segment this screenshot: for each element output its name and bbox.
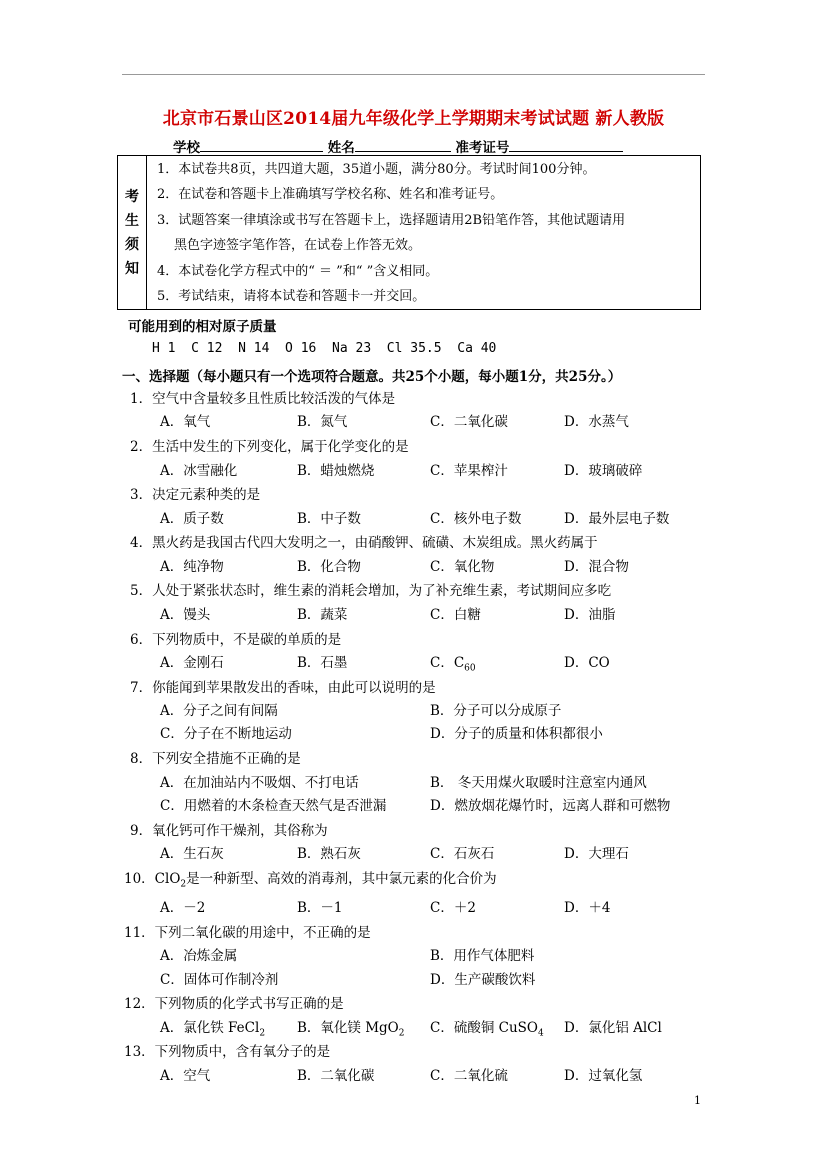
question-stem: 7．你能闻到苹果散发出的香味，由此可以说明的是 [130, 679, 436, 696]
answer-option: A．生石灰 [160, 846, 224, 862]
answer-option: B．中子数 [297, 510, 361, 527]
option-row [0, 699, 827, 719]
answer-option: C．硫酸铜 CuSO$_4$ [430, 1019, 544, 1039]
notice-body [147, 156, 701, 310]
notice-line: 黑色字迹签字笔作答，在试卷上作答无效。 [174, 238, 422, 254]
option-row [0, 459, 827, 479]
answer-option: D．过氧化氢 [564, 1067, 643, 1084]
answer-option: A．氧气 [160, 414, 211, 431]
answer-option: B．－1 [297, 900, 343, 917]
answer-option: D．氯化铝 AlCl [564, 1019, 662, 1036]
exam-notice-table [117, 155, 701, 310]
atomic-mass-heading: 可能用到的相对原子质量 [128, 319, 277, 335]
answer-option: D．燃放烟花爆竹时，远离人群和可燃物 [430, 797, 671, 814]
answer-option: D．生产碳酸饮料 [430, 971, 536, 988]
question-stem: 2．生活中发生的下列变化，属于化学变化的是 [130, 439, 409, 456]
section-heading: 一、选择题（每小题只有一个选项符合题意。共25个小题，每小题1分，共25分。） [122, 369, 622, 385]
option-row [0, 842, 827, 862]
option-row [0, 794, 827, 814]
notice-line: 2．在试卷和答题卡上准确填写学校名称、姓名和准考证号。 [157, 187, 504, 203]
answer-option: C．白糖 [430, 606, 481, 623]
answer-option: B．蜡烛燃烧 [297, 462, 375, 479]
name-blank [355, 137, 451, 152]
school-label: 学校 [173, 140, 200, 156]
option-row [0, 603, 827, 623]
answer-option: B．分子可以分成原子 [430, 703, 562, 719]
option-row [0, 1016, 827, 1039]
notice-line: 3．试题答案一律填涂或书写在答题卡上，选择题请用2B铅笔作答，其他试题请用 [157, 212, 626, 228]
option-row [0, 896, 827, 916]
answer-option: A．分子之间有间隔 [160, 703, 278, 719]
answer-option: B．二氧化碳 [297, 1067, 375, 1084]
answer-option: D．分子的质量和体积都很小 [430, 726, 603, 743]
answer-option: B．石墨 [297, 654, 348, 671]
answer-option: A．金刚石 [160, 654, 224, 671]
option-row [0, 722, 827, 742]
option-row [0, 555, 827, 575]
option-row [0, 771, 827, 791]
exam-id-label: 准考证号 [455, 140, 510, 156]
answer-option: B．氮气 [297, 414, 348, 431]
question-stem: 6．下列物质中，不是碳的单质的是 [130, 631, 342, 648]
answer-option: B．蔬菜 [297, 606, 348, 623]
answer-option: C．二氧化硫 [430, 1067, 508, 1084]
answer-option: C．＋2 [430, 900, 476, 917]
question-stem: 11．下列二氧化碳的用途中，不正确的是 [124, 924, 371, 941]
answer-option: C．氧化物 [430, 558, 495, 575]
answer-option: C．固体可作制冷剂 [160, 971, 279, 988]
notice-line: 5．考试结束，请将本试卷和答题卡一并交回。 [157, 289, 426, 305]
option-row [0, 507, 827, 527]
answer-option: D．混合物 [564, 558, 629, 575]
answer-option: A．氯化铁 FeCl$_2$ [160, 1019, 266, 1039]
notice-line: 1．本试卷共8页，共四道大题，35道小题，满分80分。考试时间100分钟。 [157, 162, 596, 177]
answer-option: A．质子数 [160, 510, 224, 527]
question-stem: 12．下列物质的化学式书写正确的是 [124, 996, 344, 1013]
name-label: 姓名 [327, 140, 355, 156]
question-stem: 1．空气中含量较多且性质比较活泼的气体是 [130, 391, 396, 407]
option-row [0, 410, 827, 430]
answer-option: C．核外电子数 [430, 510, 522, 527]
question-stem: 4．黑火药是我国古代四大发明之一，由硝酸钾、硫磺、木炭组成。黑火药属于 [130, 535, 598, 552]
answer-option: A．纯净物 [160, 558, 224, 575]
answer-option: D．＋4 [564, 900, 611, 917]
atomic-mass-values: H 1 C 12 N 14 O 16 Na 23 Cl 35.5 Ca 40 [152, 341, 497, 356]
answer-option: C．石灰石 [430, 846, 495, 862]
answer-option: D．最外层电子数 [564, 510, 670, 527]
header-rule [122, 74, 705, 75]
question-stem: 8．下列安全措施不正确的是 [130, 751, 301, 768]
question-stem: 9．氧化钙可作干燥剂，其俗称为 [130, 822, 328, 839]
answer-option: D．CO [564, 654, 610, 671]
answer-option: C．苹果榨汁 [430, 462, 508, 479]
answer-option: C．$C_{60}$ [430, 654, 476, 674]
answer-option: B．化合物 [297, 558, 361, 575]
answer-option: C．二氧化碳 [430, 414, 508, 431]
notice-line: 4．本试卷化学方程式中的“ ＝ ”和“ ”含义相同。 [157, 263, 439, 279]
student-info-line [173, 136, 623, 156]
answer-option: A．在加油站内不吸烟、不打电话 [160, 774, 359, 791]
exam-id-blank [509, 137, 623, 152]
answer-option: B．氧化镁 MgO$_2$ [297, 1019, 405, 1039]
option-row [0, 651, 827, 674]
answer-option: D．玻璃破碎 [564, 462, 643, 479]
answer-option: C．分子在不断地运动 [160, 726, 292, 743]
notice-heading: 考 生 须 知 [118, 156, 147, 310]
option-row [0, 1064, 827, 1084]
answer-option: A．馒头 [160, 606, 211, 623]
page-number: 1 [694, 1094, 701, 1107]
answer-option: A．冶炼金属 [160, 948, 238, 965]
question-stem: 10．ClO$_2$是一种新型、高效的消毒剂，其中氯元素的化合价为 [124, 870, 497, 890]
question-stem: 5．人处于紧张状态时，维生素的消耗会增加，为了补充维生素，考试期间应多吃 [130, 583, 612, 600]
option-row [0, 968, 827, 988]
question-stem: 3．决定元素种类的是 [130, 487, 261, 504]
answer-option: B． 冬天用煤火取暖时注意室内通风 [430, 774, 647, 791]
answer-option: A．－2 [160, 900, 206, 917]
answer-option: C．用燃着的木条检查天然气是否泄漏 [160, 797, 387, 814]
answer-option: B．用作气体肥料 [430, 948, 535, 965]
answer-option: A．空气 [160, 1067, 211, 1084]
question-stem: 13．下列物质中，含有氧分子的是 [124, 1044, 331, 1061]
answer-option: B．熟石灰 [297, 846, 361, 862]
school-blank [200, 137, 323, 152]
answer-option: D．油脂 [564, 606, 616, 623]
answer-option: D．水蒸气 [564, 414, 629, 431]
option-row [0, 944, 827, 964]
answer-option: D．大理石 [564, 846, 629, 862]
page-title: 北京市石景山区2014届九年级化学上学期期末考试试题 新人教版 [162, 109, 665, 129]
answer-option: A．冰雪融化 [160, 462, 238, 479]
